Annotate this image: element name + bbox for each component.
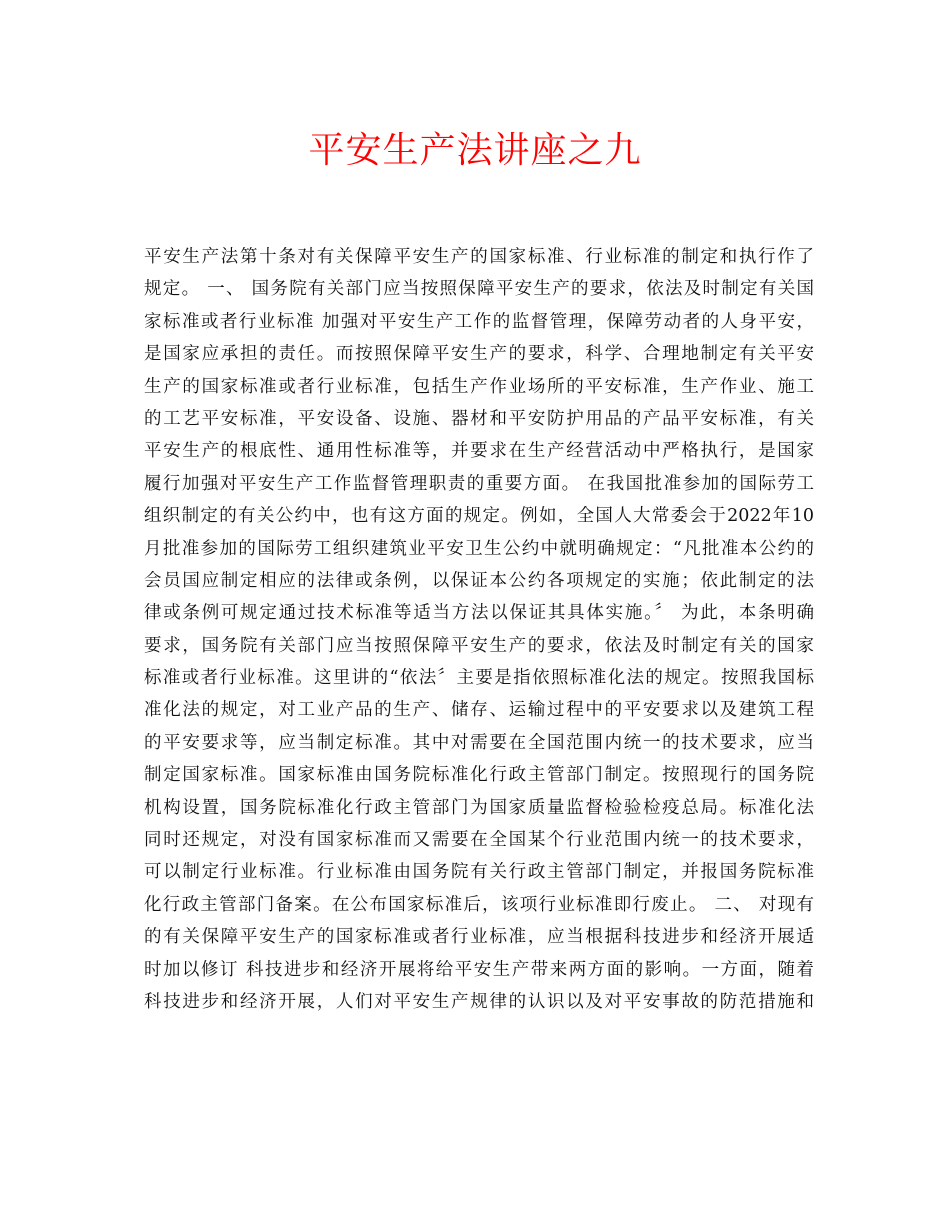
body-line: 生产的国家标准或者行业标准，包括生产作业场所的平安标准，生产作业、施工 bbox=[144, 376, 814, 397]
body-line: 准化法的规定，对工业产品的生产、储存、运输过程中的平安要求以及建筑工程 bbox=[144, 700, 814, 721]
body-line: 可以制定行业标准。行业标准由国务院有关行政主管部门制定，并报国务院标准 bbox=[144, 862, 814, 883]
body-line: 会员国应制定相应的法律或条例，以保证本公约各项规定的实施；依此制定的法 bbox=[144, 570, 814, 591]
body-line: 平安生产法第十条对有关保障平安生产的国家标准、行业标准的制定和执行作了 bbox=[144, 247, 814, 267]
body-line: 平安生产的根底性、通用性标准等，并要求在生产经营活动中严格执行，是国家 bbox=[144, 441, 814, 462]
body-line: 制定国家标准。国家标准由国务院标准化行政主管部门制定。按照现行的国务院 bbox=[144, 765, 814, 786]
body-line: 月批准参加的国际劳工组织建筑业平安卫生公约中就明确规定：“凡批准本公约的 bbox=[144, 538, 814, 559]
body-line: 家标准或者行业标准 加强对平安生产工作的监督管理，保障劳动者的人身平安， bbox=[144, 311, 814, 332]
document-title: 平安生产法讲座之九 bbox=[308, 130, 642, 171]
body-line: 的平安要求等，应当制定标准。其中对需要在全国范围内统一的技术要求，应当 bbox=[144, 732, 814, 753]
body-line: 规定。 一、 国务院有关部门应当按照保障平安生产的要求，依法及时制定有关国 bbox=[144, 279, 814, 300]
body-line: 科技进步和经济开展，人们对平安生产规律的认识以及对平安事故的防范措施和 bbox=[144, 991, 814, 1012]
body-line: 履行加强对平安生产工作监督管理职责的重要方面。 在我国批准参加的国际劳工 bbox=[144, 473, 814, 494]
body-line: 的有关保障平安生产的国家标准或者行业标准，应当根据科技进步和经济开展适 bbox=[144, 927, 814, 948]
body-line: 机构设置，国务院标准化行政主管部门为国家质量监督检验检疫总局。标准化法 bbox=[144, 797, 814, 818]
body-line: 的工艺平安标准，平安设备、设施、器材和平安防护用品的产品平安标准，有关 bbox=[144, 408, 814, 429]
body-line: 律或条例可规定通过技术标准等适当方法以保证其具体实施。〞 为此，本条明确 bbox=[144, 603, 814, 624]
body-line: 是国家应承担的责任。而按照保障平安生产的要求，科学、合理地制定有关平安 bbox=[144, 344, 814, 365]
body-line: 化行政主管部门备案。在公布国家标准后，该项行业标准即行废止。 二、 对现有 bbox=[144, 894, 814, 915]
body-line: 组织制定的有关公约中，也有这方面的规定。例如，全国人大常委会于2022年10 bbox=[144, 506, 814, 527]
body-line: 时加以修订 科技进步和经济开展将给平安生产带来两方面的影响。一方面，随着 bbox=[144, 959, 814, 980]
body-line: 标准或者行业标准。这里讲的“依法〞主要是指依照标准化法的规定。按照我国标 bbox=[144, 668, 814, 689]
document-body bbox=[144, 241, 814, 1018]
body-line: 同时还规定，对没有国家标准而又需要在全国某个行业范围内统一的技术要求， bbox=[144, 830, 814, 851]
body-line: 要求，国务院有关部门应当按照保障平安生产的要求，依法及时制定有关的国家 bbox=[144, 635, 814, 656]
